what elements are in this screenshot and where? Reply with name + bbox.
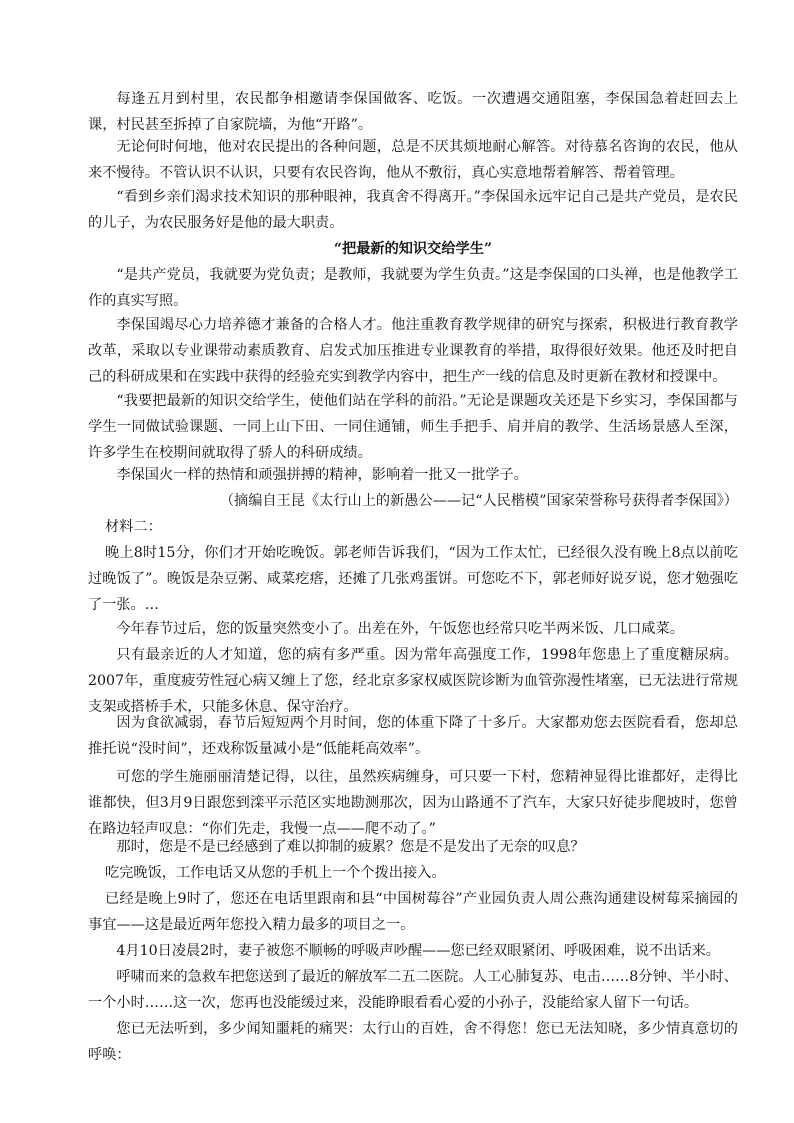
paragraph-17: 呼啸而来的急救车把您送到了最近的解放军二五二医院。人工心肺复苏、电击……8分钟、半小时、一个小时……这一次，您再也没能缓过来，没能睁眼看看心爱的小孙子，没能给家人留下一句话。 <box>88 969 738 1011</box>
source-citation: （摘编自王昆《太行山上的新愚公——记“人民楷模”国家荣誉称号获得者李保国》） <box>219 493 738 509</box>
paragraph-11: 因为食欲减弱，春节后短短两个月时间，您的体重下降了十多斤。大家都劝您去医院看看，您却总推托说“没时间”，还戏称饭量减小是“低能耗高效率”。 <box>88 715 738 757</box>
paragraph-10: 只有最亲近的人才知道，您的病有多严重。因为常年高强度工作，1998年您患上了重度糖尿病。2007年，重度疲劳性冠心病又缠上了您，经北京多家权威医院诊断为血管弥漫性堵塞，已无法进行常规支架或搭桥手术，只能多休息、保守治疗。 <box>88 647 738 715</box>
paragraph-15: 已经是晚上9时了，您还在电话里跟南和县“中国树莓谷”产业园负责人周公燕沟通建设树莓采摘园的事宜——这是最近两年您投入精力最多的项目之一。 <box>88 891 738 933</box>
paragraph-3: “看到乡亲们渴求技术知识的那种眼神，我真舍不得离开。”李保国永远牢记自己是共产党员，是农民的儿子，为农民服务好是他的最大职责。 <box>88 189 738 231</box>
section-heading: “把最新的知识交给学生” <box>333 241 493 257</box>
paragraph-16: 4月10日凌晨2时，妻子被您不顺畅的呼吸声吵醒——您已经双眼紧闭、呼吸困难，说不出话来。 <box>116 943 720 959</box>
paragraph-4: “是共产党员，我就要为党负责；是教师，我就要为学生负责。”这是李保国的口头禅，也是他教学工作的真实写照。 <box>88 267 738 309</box>
paragraph-13: 那时，您是不是已经感到了难以抑制的疲累？您是不是发出了无奈的叹息？ <box>116 839 585 855</box>
paragraph-18: 您已无法听到，多少闻知噩耗的痛哭：太行山的百姓，舍不得您！您已无法知晓，多少情真意切的呼唤： <box>88 1021 738 1063</box>
paragraph-12: 可您的学生施丽丽清楚记得，以往，虽然疾病缠身，可只要一下村，您精神显得比谁都好，走得比谁都快，但3月9日跟您到滦平示范区实地勘测那次，因为山路通不了汽车，大家只好徒步爬坡时，您曾在路边轻声叹息：“你们先走，我慢一点——爬不动了。” <box>88 769 738 837</box>
paragraph-2: 无论何时何地，他对农民提出的各种问题，总是不厌其烦地耐心解答。对待慕名咨询的农民，他从来不慢待。不管认识不认识，只要有农民咨询，他从不敷衍，真心实意地帮着解答、帮着管理。 <box>88 139 738 181</box>
paragraph-14: 吃完晚饭，工作电话又从您的手机上一个个拨出接入。 <box>105 865 446 881</box>
paragraph-5: 李保国竭尽心力培养德才兼备的合格人才。他注重教育教学规律的研究与探索，积极进行教育教学改革，采取以专业课带动素质教育、启发式加压推进专业课教育的举措，取得很好效果。他还及时把自己的科研成果和在实践中获得的经验充实到教学内容中，把生产一线的信息及时更新在教材和授课中。 <box>88 317 738 385</box>
paragraph-9: 今年春节过后，您的饭量突然变小了。出差在外，午饭您也经常只吃半两米饭、几口咸菜。 <box>116 621 684 637</box>
paragraph-1: 每逢五月到村里，农民都争相邀请李保国做客、吃饭。一次遭遇交通阻塞，李保国急着赶回去上课，村民甚至拆掉了自家院墙，为他“开路”。 <box>88 91 738 133</box>
paragraph-8: 晚上8时15分，你们才开始吃晚饭。郭老师告诉我们，“因为工作太忙，已经很久没有晚上8点以前吃过晚饭了”。晚饭是杂豆粥、咸菜疙瘩，还摊了几张鸡蛋饼。可您吃不下，郭老师好说歹说，您才勉强吃了一张。… <box>88 545 738 613</box>
paragraph-7: 李保国火一样的热情和顽强拼搏的精神，影响着一批又一批学子。 <box>116 467 528 483</box>
material-two-label: 材料二： <box>105 519 162 535</box>
paragraph-6: “我要把最新的知识交给学生，使他们站在学科的前沿。”无论是课题攻关还是下乡实习，李保国都与学生一同做试验课题、一同上山下田、一同住通铺，师生手把手、肩并肩的教学、生活场景感人至深，许多学生在校期间就取得了骄人的科研成绩。 <box>88 393 738 461</box>
